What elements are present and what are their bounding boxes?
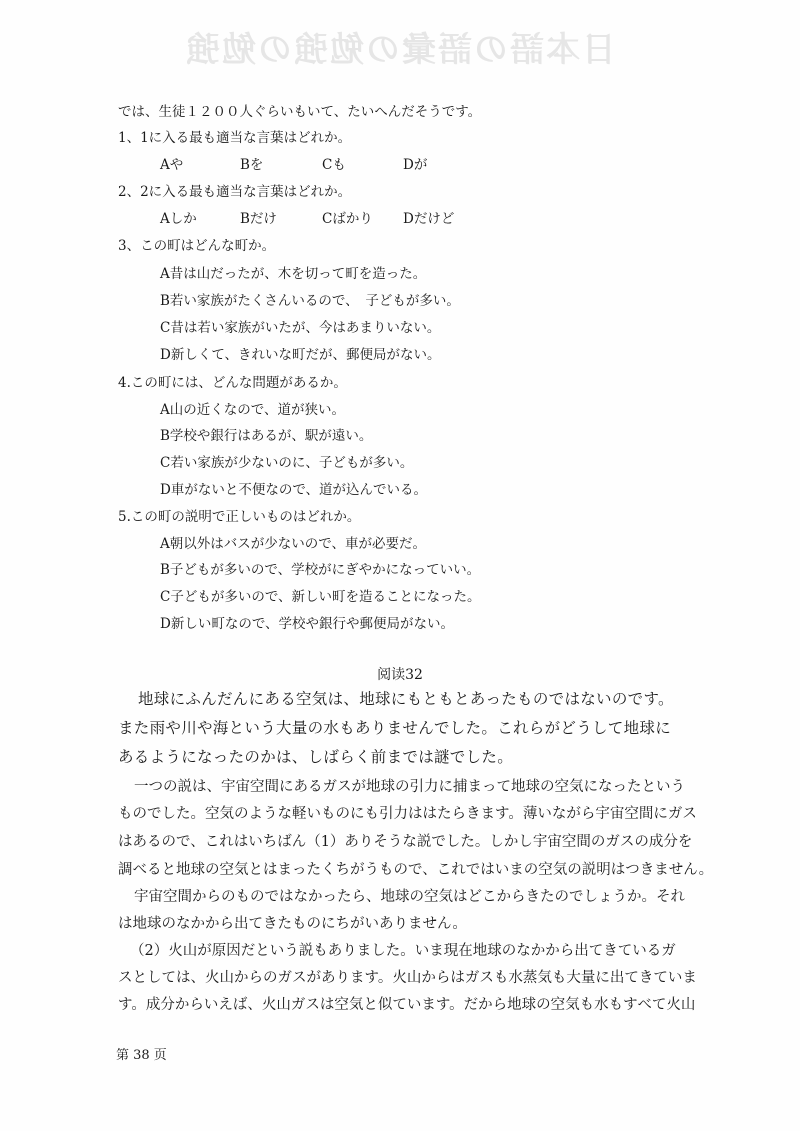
answer-option: B子どもが多いので、学校がにぎやかになっていい。 (160, 562, 481, 578)
answer-option: B学校や銀行はあるが、駅が遠い。 (160, 428, 373, 444)
answer-option: A朝以外はバスが少ないので、車が必要だ。 (160, 536, 426, 552)
answer-option: Bだけ (240, 211, 277, 227)
answer-option: Cばかり (322, 211, 373, 227)
answer-option: B若い家族がたくさんいるので、 子どもが多い。 (160, 293, 460, 309)
passage-line: ものでした。空気のような軽いものにも引力ははたらきます。薄いながら宇宙空間にガス (118, 806, 697, 822)
passage-title: 阅读32 (377, 667, 423, 683)
passage-line: は地球のなかから出てきたものにちがいありません。 (118, 916, 467, 932)
answer-option: A昔は山だったが、木を切って町を造った。 (160, 266, 427, 282)
passage-line: はあるので、これはいちばん（1）ありそうな説でした。しかし宇宙空間のガスの成分を (118, 834, 693, 850)
answer-option: Dだけど (403, 211, 455, 227)
watermark-text: 日本語の語彙の勉強の勉強 (184, 30, 616, 70)
question-prompt: 1、1に入る最も適当な言葉はどれか。 (118, 130, 352, 146)
passage-line: 一つの説は、宇宙空間にあるガスが地球の引力に捕まって地球の空気になったという (134, 779, 685, 795)
answer-option: C若い家族が少ないのに、子どもが多い。 (160, 455, 414, 471)
answer-option: C昔は若い家族がいたが、今はあまりいない。 (160, 320, 441, 336)
answer-option: Cも (322, 157, 346, 173)
passage-line: （2）火山が原因だという説もありました。いま現在地球のなかから出てきているガ (130, 943, 676, 959)
answer-option: A山の近くなので、道が狭い。 (160, 402, 345, 418)
answer-option: D車がないと不便なので、道が込んでいる。 (160, 482, 428, 498)
question-prompt: 4.この町には、どんな問題があるか。 (118, 375, 347, 391)
question-prompt: 3、この町はどんな町か。 (118, 238, 276, 254)
page-number: 第 38 页 (116, 1048, 167, 1063)
answer-option: C子どもが多いので、新しい町を造ることになった。 (160, 589, 481, 605)
question-prompt: 2、2に入る最も適当な言葉はどれか。 (118, 184, 352, 200)
passage-line: 地球にふんだんにある空気は、地球にもともとあったものではないのです。 (138, 690, 674, 708)
answer-option: Bを (240, 157, 264, 173)
passage-line: す。成分からいえば、火山ガスは空気と似ています。だから地球の空気も水もすべて火山 (118, 997, 696, 1013)
answer-option: Aしか (160, 211, 197, 227)
answer-option: D新しくて、きれいな町だが、郵便局がない。 (160, 347, 441, 363)
passage-line: 調べると地球の空気とはまったくちがうもので、これではいまの空気の説明はつきません。 (118, 862, 714, 878)
answer-option: Aや (160, 157, 184, 173)
answer-option: Dが (403, 157, 428, 173)
answer-option: D新しい町なので、学校や銀行や郵便局がない。 (160, 616, 455, 632)
passage-line: 宇宙空間からのものではなかったら、地球の空気はどこからきたのでしょうか。それ (134, 889, 685, 905)
intro-line: では、生徒１２００人ぐらいもいて、たいへんだそうです。 (118, 104, 482, 120)
passage-line: また雨や川や海という大量の水もありませんでした。これらがどうして地球に (118, 719, 672, 737)
question-prompt: 5.この町の説明で正しいものはどれか。 (118, 509, 361, 525)
passage-line: スとしては、火山からのガスがあります。火山からはガスも水蒸気も大量に出てきていま (118, 970, 697, 986)
passage-line: あるようになったのかは、しばらく前までは謎でした。 (118, 748, 514, 766)
